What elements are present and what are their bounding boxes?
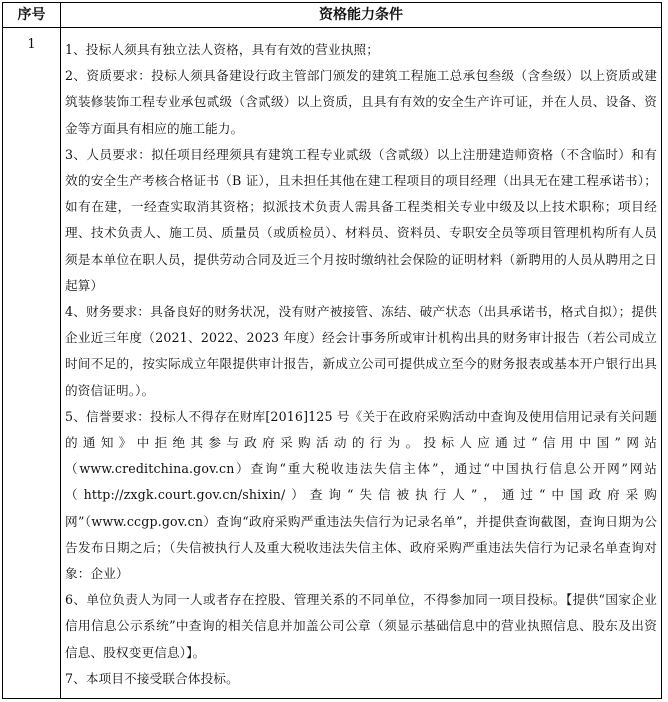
- condition-item-no-consortium: 7、本项目不接受联合体投标。: [65, 670, 239, 686]
- row-serial-number: 1: [27, 37, 36, 52]
- column-divider: [60, 3, 61, 698]
- condition-item-related-units: 6、单位负责人为同一人或者存在控股、管理关系的不同单位，不得参加同一项目投标。【提供“国家企业信用信息公示系统”中查询的相关信息并加盖公司公章（须显示基础信息中的营业执照信息、股东及出资信息、股权变更信息）】。: [65, 592, 657, 660]
- condition-item-credit: 5、信誉要求：投标人不得存在财库[2016]125 号《关于在政府采购活动中查询及使用信用记录有关问题的通知》中拒绝其参与政府采购活动的行为。投标人应通过“信用中国”网站（www.creditchina.gov.cn）查询“重大税收违法失信主体”，通过“中国执行信息公开网”网站（http://zxgk.court.gov.cn/shixin/）查询“失信被执行人”，通过“中国政府采购网”（www.ccgp.gov.cn）查询“政府采购严重违法失信行为记录名单”，并提供查询截图，查询日期为公告发布日期之后；（失信被执行人及重大税收违法失信主体、政府采购严重违法失信行为记录名单查询对象：企业）: [65, 408, 657, 582]
- condition-item-personnel: 3、人员要求：拟任项目经理须具有建筑工程专业贰级（含贰级）以上注册建造师资格（不含临时）和有效的安全生产考核合格证书（B 证），且未担任其他在建工程项目的项目经理（出具无在建工程承诺书）；如有在建，一经查实取消其资格；拟派技术负责人需具备工程类相关专业中级及以上技术职称；项目经理、技术负责人、施工员、质量员（或质检员）、材料员、资料员、专职安全员等项目管理机构所有人员须是本单位在职人员，提供劳动合同及近三个月按时缴纳社会保险的证明材料（新聘用的人员从聘用之日起算）: [65, 146, 657, 293]
- condition-item-legal-entity: 1、投标人须具有独立法人资格，具有有效的营业执照；: [65, 42, 380, 57]
- conditions-cell: [65, 37, 657, 692]
- table-header-row: [3, 3, 661, 28]
- header-serial-number: 序号: [17, 7, 46, 23]
- qualification-table: [2, 2, 662, 699]
- condition-item-qualification: 2、资质要求：投标人须具备建设行政主管部门颁发的建筑工程施工总承包叁级（含叁级）以上资质或建筑装修装饰工程专业承包贰级（含贰级）以上资质，且具有有效的安全生产许可证，并在人员、设备、资金等方面具有相应的施工能力。: [65, 68, 657, 136]
- condition-item-financial: 4、财务要求：具备良好的财务状况，没有财产被接管、冻结、破产状态（出具承诺书，格式自拟）；提供企业近三年度（2021、2022、2023 年度）经会计事务所或审计机构出具的财务审计报告（若公司成立时间不足的，按实际成立年限提供审计报告，新成立公司可提供成立至今的财务报表或基本开户银行出具的资信证明。）。: [65, 304, 657, 398]
- header-qualification-conditions: 资格能力条件: [319, 7, 403, 23]
